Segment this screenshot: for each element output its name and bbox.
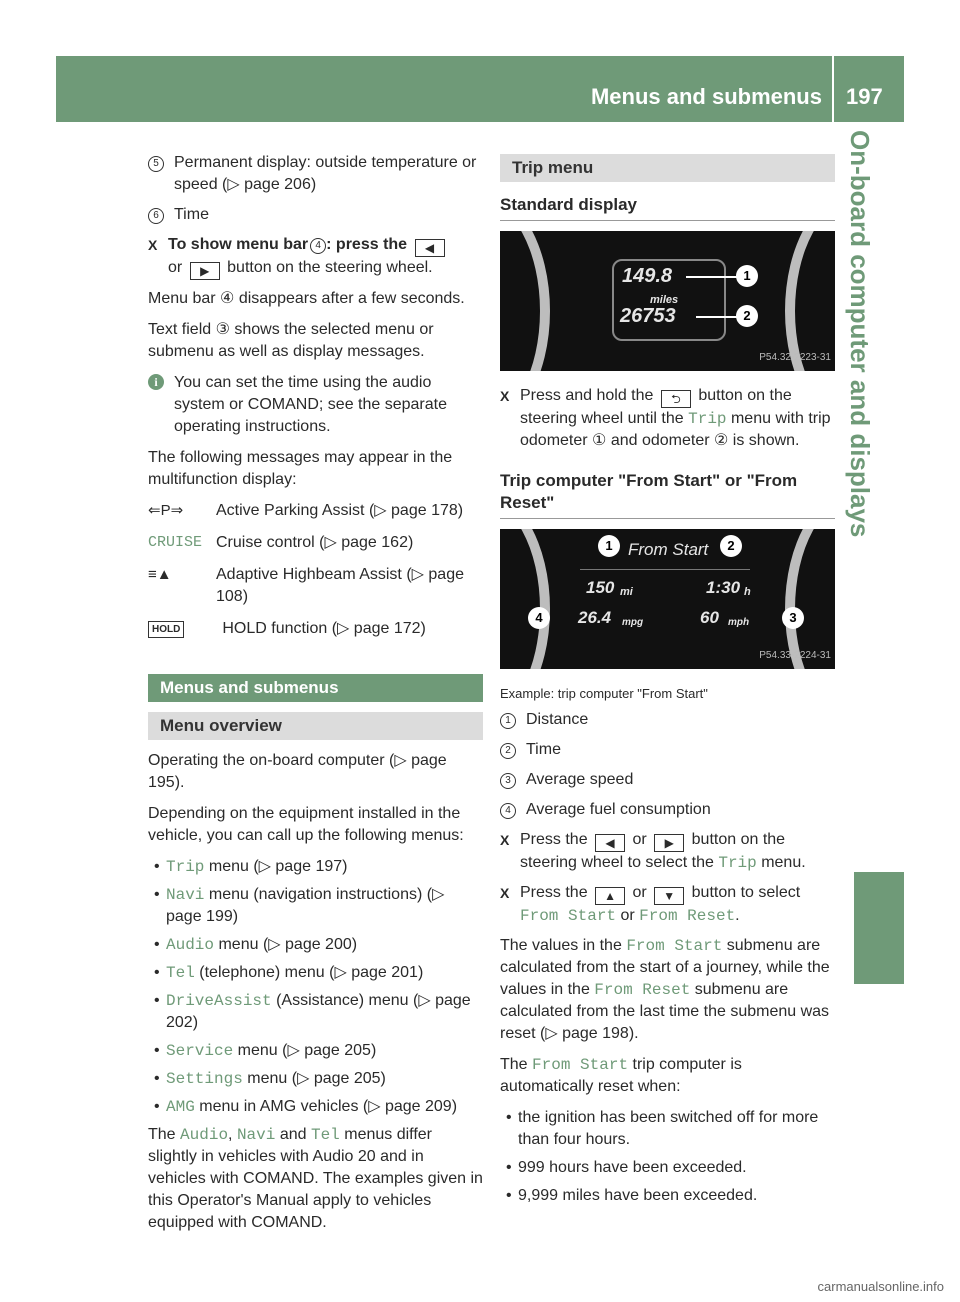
down-arrow-button-icon: ▼ xyxy=(654,887,684,905)
side-chapter-label: On-board computer and displays xyxy=(845,130,875,538)
legend-text: Average fuel consumption xyxy=(526,801,711,818)
marker-icon: 4 xyxy=(500,803,516,819)
step-text: button on the steering wheel to select the xyxy=(520,831,786,871)
paragraph: Operating the on-board computer (▷ page 195). xyxy=(148,752,447,791)
step-text: . xyxy=(735,907,740,924)
legend-item xyxy=(500,739,835,761)
menu-name: Service xyxy=(166,1042,234,1060)
marker-icon: 4 xyxy=(310,238,326,254)
message-text: Cruise control (▷ page 162) xyxy=(216,534,414,551)
callout-2-icon: 2 xyxy=(736,305,758,327)
subheading: Trip computer "From Start" or "From Reset" xyxy=(500,470,835,519)
info-icon: i xyxy=(148,374,164,390)
step-lead: To show menu bar xyxy=(168,236,309,253)
section-title: Menus and submenus xyxy=(148,674,483,702)
step-text: Press the xyxy=(520,831,588,848)
item-text: Permanent display: outside temperature or speed (▷ page 206) xyxy=(174,154,477,193)
right-arrow-button-icon: ▶ xyxy=(190,262,220,280)
right-arrow-button-icon: ▶ xyxy=(654,834,684,852)
message-row xyxy=(148,564,483,608)
message-row xyxy=(148,532,483,554)
image-code: P54.33-2224-31 xyxy=(759,650,831,661)
message-text: Active Parking Assist (▷ page 178) xyxy=(216,502,464,519)
message-text: HOLD function (▷ page 172) xyxy=(222,620,426,637)
menu-desc: (telephone) menu (▷ page 201) xyxy=(199,964,424,981)
step-text: button on the steering wheel until the xyxy=(520,387,792,427)
menu-desc: menu (▷ page 200) xyxy=(218,936,358,953)
callout-3-icon: 3 xyxy=(782,607,804,629)
menu-name: Tel xyxy=(166,964,195,982)
menu-name: Trip xyxy=(688,410,727,428)
legend-item xyxy=(500,709,835,731)
message-row xyxy=(148,500,483,522)
message-row xyxy=(148,618,483,640)
parking-assist-symbol: ⇐P⇒ xyxy=(148,502,184,519)
paragraph: Menu bar ④ disappears after a few seconds. xyxy=(148,290,465,307)
callout-2-icon: 2 xyxy=(720,535,742,557)
step-text: button on the steering wheel. xyxy=(227,259,433,276)
step-text: button to select xyxy=(691,884,801,901)
cruise-symbol: CRUISE xyxy=(148,534,203,551)
text: submenu are calculated from the last time the submenu was reset (▷ page 198). xyxy=(500,981,830,1042)
menu-name: DriveAssist xyxy=(166,992,272,1010)
menu-desc: menu in AMG vehicles (▷ page 209) xyxy=(199,1098,458,1115)
message-text: Adaptive Highbeam Assist (▷ page 108) xyxy=(216,566,464,605)
text: The values in the xyxy=(500,937,622,954)
time-unit: h xyxy=(744,586,751,598)
image-code: P54.32-2223-31 xyxy=(759,352,831,363)
menu-name: From Start xyxy=(532,1056,629,1074)
step-text: or xyxy=(168,259,183,276)
trip-odometer-value: 149.8 xyxy=(622,265,673,287)
menu-name: From Reset xyxy=(639,907,736,925)
marker-icon: 3 xyxy=(500,773,516,789)
instruction-step xyxy=(500,882,835,927)
legend-item xyxy=(500,799,835,821)
step-text: menu. xyxy=(761,854,806,871)
marker-icon: 1 xyxy=(500,713,516,729)
subsection-title: Menu overview xyxy=(148,712,483,740)
list-item xyxy=(148,152,483,196)
text: , xyxy=(228,1126,233,1143)
menu-list-item xyxy=(148,1040,483,1062)
left-arrow-button-icon: ◀ xyxy=(595,834,625,852)
paragraph: Depending on the equipment installed in the vehicle, you can call up the following menus: xyxy=(148,805,464,844)
item-text: Time xyxy=(174,206,209,223)
instruction-step xyxy=(500,829,835,874)
menu-list-item xyxy=(148,884,483,928)
unit-label: miles xyxy=(650,294,679,306)
menu-name: From Start xyxy=(626,937,723,955)
divider-line xyxy=(580,569,750,570)
info-note xyxy=(148,372,483,438)
speed-value: 60 xyxy=(700,608,719,627)
paragraph: The following messages may appear in the multifunction display: xyxy=(148,449,453,488)
legend-text: Average speed xyxy=(526,771,634,788)
menu-list-item xyxy=(148,934,483,956)
left-column xyxy=(148,152,483,1243)
marker-icon: 6 xyxy=(148,208,164,224)
marker-icon: 5 xyxy=(148,156,164,172)
gauge-left xyxy=(500,231,550,371)
info-text: You can set the time using the audio system or COMAND; see the separate operating instructions. xyxy=(174,374,447,435)
menu-desc: menu (▷ page 205) xyxy=(247,1070,386,1087)
menu-list-item xyxy=(148,962,483,984)
section-title: Trip menu xyxy=(500,154,835,182)
callout-line xyxy=(696,316,738,318)
text: and xyxy=(279,1126,307,1143)
side-chapter-title xyxy=(845,130,900,810)
text: trip computer is automatically reset when: xyxy=(500,1056,742,1095)
page-number: 197 xyxy=(846,84,883,109)
step-text: or xyxy=(632,884,647,901)
text: menus differ slightly in vehicles with Audio 20 and in vehicles with COMAND. The examples given in this Operator's Manual apply to vehicles equipped with COMAND. xyxy=(148,1126,483,1231)
subheading: Standard display xyxy=(500,194,835,221)
page-header-title: Menus and submenus xyxy=(590,84,822,109)
instruction-step xyxy=(500,385,835,452)
hold-symbol: HOLD xyxy=(148,621,184,638)
fuel-value: 26.4 xyxy=(578,608,612,627)
menu-desc: (Assistance) menu (▷ page 202) xyxy=(166,992,471,1031)
menu-name: Audio xyxy=(180,1126,229,1144)
header-divider xyxy=(832,56,834,122)
right-column xyxy=(500,152,835,1213)
step-text: : press the xyxy=(326,236,408,253)
legend-text: Distance xyxy=(526,711,589,728)
distance-unit: mi xyxy=(620,586,633,598)
menu-name: From Reset xyxy=(594,981,691,999)
menu-name: Trip xyxy=(166,858,205,876)
fuel-unit: mpg xyxy=(622,617,644,628)
side-tab-block xyxy=(854,872,904,984)
distance-value: 150 xyxy=(586,578,615,597)
instrument-cluster-image xyxy=(500,231,835,371)
menu-name: Audio xyxy=(166,936,215,954)
menu-desc: menu (navigation instructions) (▷ page 199) xyxy=(166,886,445,925)
paragraph xyxy=(500,1054,835,1098)
paragraph: Text field ③ shows the selected menu or submenu as well as display messages. xyxy=(148,321,434,360)
marker-icon: 2 xyxy=(500,743,516,759)
paragraph xyxy=(500,935,835,1045)
menu-list-item xyxy=(148,990,483,1034)
left-arrow-button-icon: ◀ xyxy=(415,239,445,257)
menu-desc: menu (▷ page 205) xyxy=(237,1042,377,1059)
watermark: carmanualsonline.info xyxy=(817,1279,944,1294)
legend-text: Time xyxy=(526,741,561,758)
trip-computer-image xyxy=(500,529,835,669)
menu-name: From Start xyxy=(520,907,617,925)
menu-list-item xyxy=(148,1096,483,1118)
time-value: 1:30 xyxy=(706,578,741,597)
trip-title: From Start xyxy=(628,540,709,559)
list-item: • 9,999 miles have been exceeded. xyxy=(500,1185,835,1207)
step-text: Press and hold the xyxy=(520,387,654,404)
text: The xyxy=(148,1126,176,1143)
legend-item xyxy=(500,769,835,791)
menu-list-item xyxy=(148,856,483,878)
text: The xyxy=(500,1056,528,1073)
menu-list-item xyxy=(148,1068,483,1090)
menu-name: Navi xyxy=(166,886,205,904)
list-item: • the ignition has been switched off for more than four hours. xyxy=(500,1107,835,1151)
highbeam-assist-symbol: ≡▲ xyxy=(148,566,172,583)
menu-name: Tel xyxy=(310,1126,340,1144)
image-caption: Example: trip computer "From Start" xyxy=(500,686,708,701)
speed-unit: mph xyxy=(728,617,750,628)
menu-name: Settings xyxy=(166,1070,243,1088)
step-text: or xyxy=(620,907,635,924)
menu-name: Trip xyxy=(718,854,757,872)
gauge-left xyxy=(500,529,550,669)
callout-line xyxy=(686,276,738,278)
step-text: Press the xyxy=(520,884,588,901)
callout-4-icon: 4 xyxy=(528,607,550,629)
step-text: menu with trip odometer ① and odometer ② is shown. xyxy=(520,410,831,449)
text: submenu are calculated from the start of a journey, while the values in the xyxy=(500,937,830,998)
closing-paragraph xyxy=(148,1124,483,1234)
list-item xyxy=(148,204,483,226)
menu-name: AMG xyxy=(166,1098,195,1116)
callout-1-icon: 1 xyxy=(598,535,620,557)
step-text: or xyxy=(632,831,647,848)
list-item: • 999 hours have been exceeded. xyxy=(500,1157,835,1179)
menu-desc: menu (▷ page 197) xyxy=(208,858,348,875)
back-button-icon: ⮌ xyxy=(661,390,691,408)
menu-name: Navi xyxy=(236,1126,276,1144)
up-arrow-button-icon: ▲ xyxy=(595,887,625,905)
callout-1-icon: 1 xyxy=(736,265,758,287)
odometer-value: 26753 xyxy=(620,305,676,327)
instruction-step xyxy=(148,234,483,280)
